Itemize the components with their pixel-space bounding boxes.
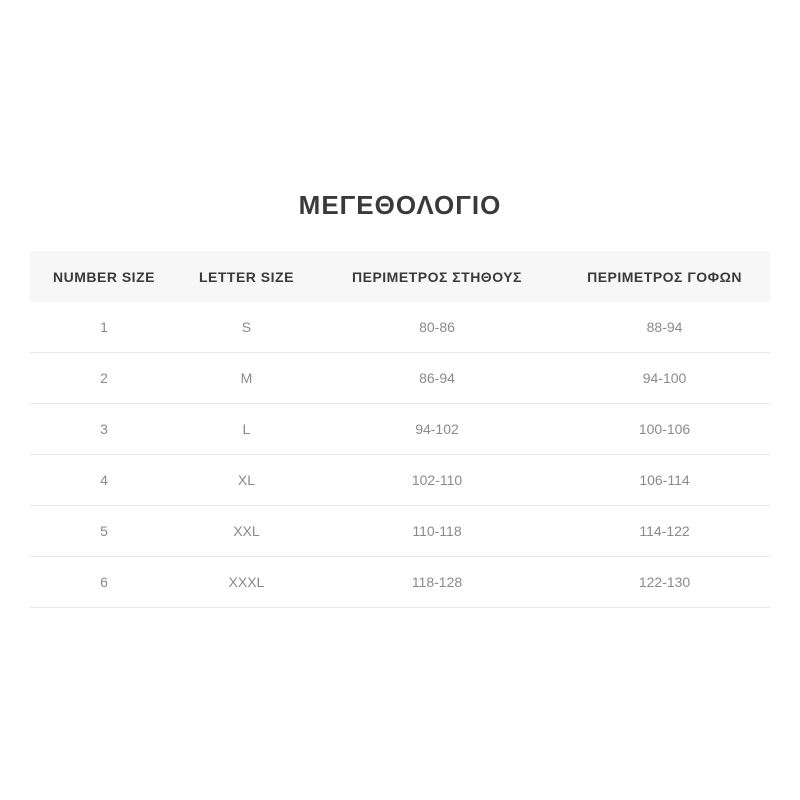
cell-letter-size: S [178,302,315,353]
cell-number-size: 6 [30,557,178,608]
cell-letter-size: L [178,404,315,455]
cell-number-size: 3 [30,404,178,455]
cell-chest-circumference: 94-102 [315,404,559,455]
table-row [30,302,770,353]
cell-number-size: 2 [30,353,178,404]
cell-hip-circumference: 94-100 [559,353,770,404]
cell-hip-circumference: 114-122 [559,506,770,557]
cell-chest-circumference: 86-94 [315,353,559,404]
cell-number-size: 1 [30,302,178,353]
cell-letter-size: XXXL [178,557,315,608]
cell-hip-circumference: 106-114 [559,455,770,506]
cell-hip-circumference: 122-130 [559,557,770,608]
column-header-number-size: NUMBER SIZE [30,251,178,302]
table-row [30,455,770,506]
size-table [30,251,770,608]
cell-letter-size: XXL [178,506,315,557]
cell-hip-circumference: 100-106 [559,404,770,455]
cell-chest-circumference: 102-110 [315,455,559,506]
cell-hip-circumference: 88-94 [559,302,770,353]
cell-letter-size: M [178,353,315,404]
column-header-hip-circumference: ΠΕΡΙΜΕΤΡΟΣ ΓΟΦΩΝ [559,251,770,302]
table-header-row [30,251,770,302]
cell-chest-circumference: 118-128 [315,557,559,608]
cell-number-size: 4 [30,455,178,506]
cell-chest-circumference: 110-118 [315,506,559,557]
cell-letter-size: XL [178,455,315,506]
page-title: ΜΕΓΕΘΟΛΟΓΙΟ [298,190,502,220]
table-row [30,557,770,608]
table-row [30,404,770,455]
column-header-chest-circumference: ΠΕΡΙΜΕΤΡΟΣ ΣΤΗΘΟΥΣ [315,251,559,302]
cell-chest-circumference: 80-86 [315,302,559,353]
column-header-letter-size: LETTER SIZE [178,251,315,302]
cell-number-size: 5 [30,506,178,557]
table-row [30,506,770,557]
size-table-container [30,251,770,608]
table-row [30,353,770,404]
